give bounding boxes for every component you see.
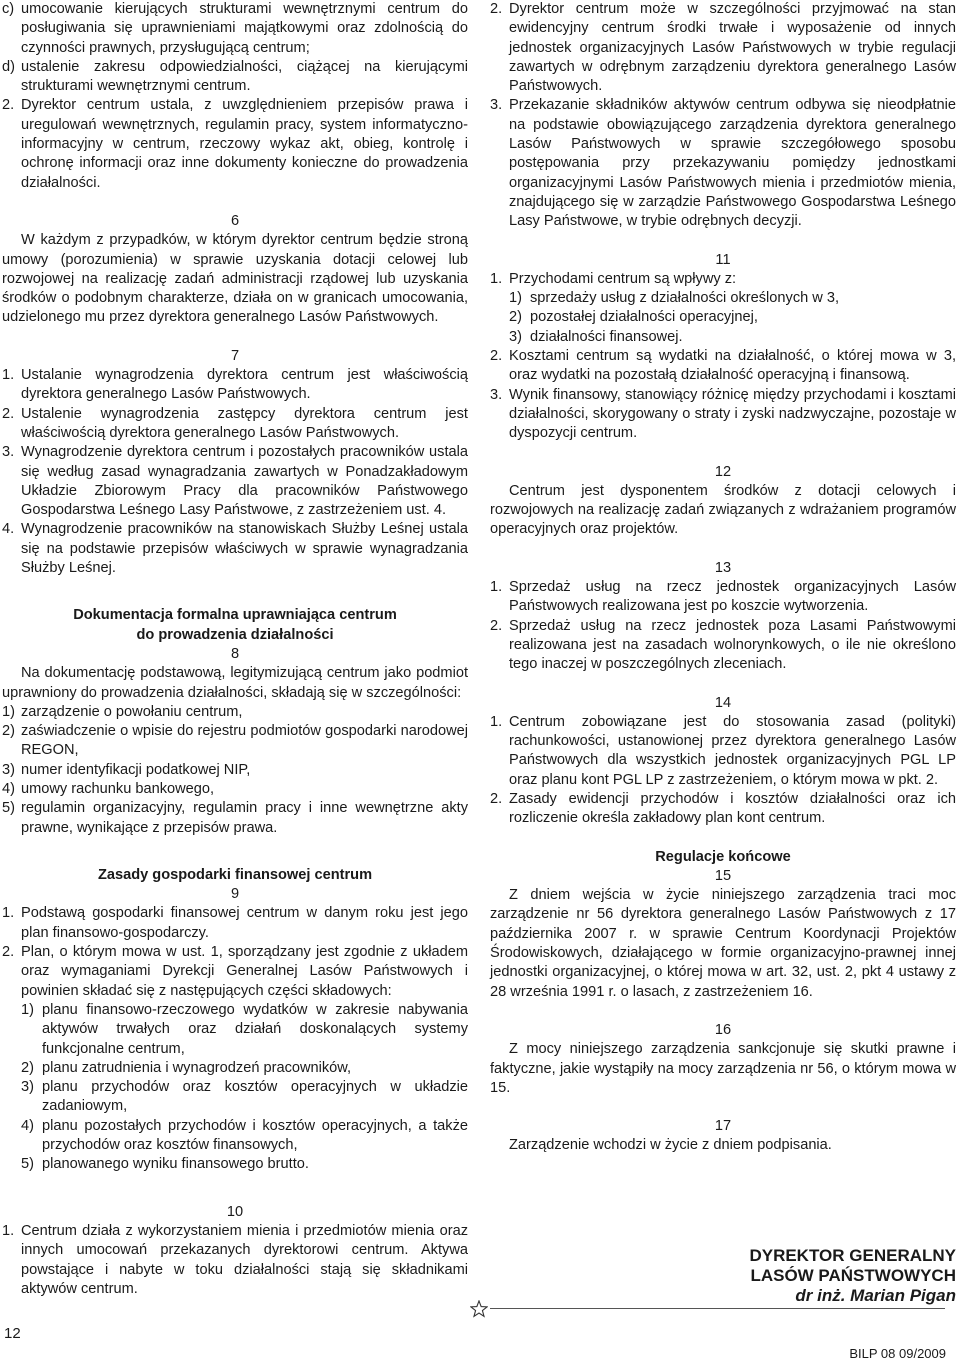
list-item	[490, 270, 956, 289]
list-item	[2, 520, 468, 578]
item-number: 3.	[2, 444, 15, 461]
section-15-text: Z dniem wejścia w życie niniejszego zarządzenia traci moc zarządzenie nr 56 dyrektora generalnego Lasów Państwowych z 17 października 2007 r. w sprawie Centrum Koordynacji Projektów Środowiskowych, działającego w formie organizacyjno-prawnej innej jednostki organizacyjnej, o której mowa w art. 32, ust. 2, pkt 4 ustawy z 28 września 1991 r. o lasach, z zastrzeżeniem 16.	[490, 887, 956, 1000]
heading-documentation-line2: do prowadzenia działalności	[136, 626, 334, 643]
item-text: umowy rachunku bankowego,	[21, 780, 215, 797]
item-number: 1.	[490, 270, 503, 287]
star-icon	[470, 1300, 488, 1318]
item-text: umocowanie kierujących strukturami wewnętrznymi centrum do posługiwania się uprawnieniami majątkowymi oraz zdolnością do czynności prawnych, przysługującą centrum;	[21, 1, 468, 56]
list-item	[2, 1155, 468, 1174]
item-number: 1.	[2, 905, 15, 922]
list-item	[490, 386, 956, 444]
list-item	[490, 328, 956, 347]
section-16-text: Z mocy niniejszego zarządzenia sankcjonuje się skutki prawne i faktyczne, jakie wystąpiły na mocy zarządzenia nr 56, o którym mowa w 15.	[490, 1041, 956, 1096]
section-number: 6	[230, 212, 240, 229]
item-text: działalności finansowej.	[530, 328, 683, 345]
section-number: 17	[714, 1118, 732, 1135]
item-text: Przychodami centrum są wpływy z:	[509, 270, 737, 287]
signature-block	[749, 1246, 956, 1306]
item-number: 2.	[2, 405, 15, 422]
heading-documentation: Dokumentacja formalna uprawniająca centrum	[73, 607, 397, 624]
paragraph-2	[2, 96, 468, 192]
list-item	[2, 799, 468, 838]
item-number: 2.	[2, 97, 15, 114]
section-17-text: Zarządzenie wchodzi w życie z dniem podpisania.	[509, 1137, 832, 1154]
item-number: 2)	[509, 309, 522, 326]
list-item	[490, 347, 956, 386]
list-item	[2, 1117, 468, 1156]
list-item	[2, 366, 468, 405]
section-number: 12	[714, 463, 732, 480]
item-text: Wynagrodzenie pracowników na stanowiskach Służby Leśnej ustala się na podstawie przepisów właściwych w sprawie wynagradzania Służby Leśnej.	[21, 521, 468, 577]
item-number: 1.	[490, 579, 503, 596]
item-number: 5)	[21, 1156, 34, 1173]
item-text: Wynagrodzenie dyrektora centrum i pozostałych pracowników ustala się według zasad wynagradzania zawartych w Ponadzakładowym Układzie Zbiorowym Pracy dla pracowników Państwowego Gospodarstwa Leśnego Lasy Państwowe, z zastrzeżeniem ust. 4.	[21, 444, 468, 519]
item-number: 3)	[21, 1079, 34, 1096]
section-number: 9	[230, 886, 240, 903]
left-column	[2, 0, 468, 1299]
item-number: d)	[2, 58, 15, 75]
section-12-text: Centrum jest dysponentem środków z dotacji celowych i rozwojowych na realizację zadań związanych z wdrażaniem programów operacyjnych oraz projektów.	[490, 482, 956, 538]
item-text: planu przychodów oraz kosztów operacyjnych w układzie zadaniowym,	[42, 1079, 468, 1115]
section-number: 14	[714, 694, 732, 711]
section-number: 13	[714, 559, 732, 576]
list-item	[2, 703, 468, 722]
item-text: Zasady ewidencji przychodów i kosztów działalności oraz ich rozliczenie określa zakładowy plan kont centrum.	[509, 790, 956, 827]
item-d	[2, 58, 468, 97]
list-item	[490, 578, 956, 617]
list-item	[2, 904, 468, 943]
list-item	[490, 289, 956, 308]
item-text: planu finansowo-rzeczowego wydatków w zakresie nabywania aktywów trwałych oraz działań doskonalących systemy funkcjonalne centrum,	[42, 1001, 468, 1057]
item-text: Przekazanie składników aktywów centrum odbywa się nieodpłatnie na podstawie obowiązującego zarządzenia dyrektora generalnego Lasów Państwowych w sprawie szczegółowego sposobu postępowania przy przekazywaniu pomiędzy jednostkami organizacyjnymi Lasów Państwowych mienia i przedmiotów mienia, znajdującego się w zarządzie Państwowego Gospodarstwa Leśnego Lasy Państwowe, w trybie odrębnych decyzji.	[509, 97, 956, 230]
item-text: ustalenie zakresu odpowiedzialności, ciążącej na kierującymi strukturami wewnętrznymi centrum.	[21, 58, 468, 95]
item-number: 5)	[2, 800, 15, 817]
item-text: zaświadczenie o wpisie do rejestru podmiotów gospodarki narodowej REGON,	[21, 723, 468, 759]
item-number: 4.	[2, 521, 15, 538]
item-number: 2.	[490, 790, 503, 807]
list-item	[490, 713, 956, 790]
list-item	[2, 780, 468, 799]
item-text: regulamin organizacyjny, regulamin pracy i inne wewnętrzne akty prawne, wynikające z przepisów prawa.	[21, 800, 468, 836]
item-number: 1.	[2, 1222, 15, 1239]
heading-final-provisions: Regulacje końcowe	[655, 848, 791, 865]
paragraph-2	[490, 0, 956, 96]
list-item	[2, 405, 468, 444]
item-text: Podstawą gospodarki finansowej centrum w danym roku jest jego plan finansowo-gospodarczy.	[21, 905, 468, 941]
list-item	[2, 1222, 468, 1299]
item-number: 3)	[509, 328, 522, 345]
right-column	[490, 0, 956, 1156]
item-number: 2.	[490, 617, 503, 634]
list-item	[2, 943, 468, 1001]
section-number: 16	[714, 1021, 732, 1038]
item-text: Centrum zobowiązane jest do stosowania zasad (polityki) rachunkowości, ustanowionej przez dyrektora generalnego Lasów Państwowych dla wszystkich jednostek organizacyjnych PGL LP oraz planu kont PGL LP z zastrzeżeniem, o którym mowa w pkt. 2.	[509, 713, 956, 788]
item-number: 2)	[21, 1059, 34, 1076]
list-item	[2, 443, 468, 520]
item-text: Ustalenie wynagrodzenia zastępcy dyrektora centrum jest właściwością dyrektora generalnego Lasów Państwowych.	[21, 405, 468, 441]
item-text: planu pozostałych przychodów i kosztów operacyjnych, a także przychodów oraz kosztów finansowych,	[42, 1117, 468, 1154]
item-text: numer identyfikacji podatkowej NIP,	[21, 761, 251, 778]
signature-organization: LASÓW PAŃSTWOWYCH	[750, 1266, 956, 1285]
item-text: Wynik finansowy, stanowiący różnicę między przychodami i kosztami działalności, skorygowany o straty i zyski nadzwyczajne, pozostaje w dyspozycji centrum.	[509, 386, 956, 442]
item-number: c)	[2, 1, 15, 17]
item-text: Dyrektor centrum może w szczególności przyjmować na stan ewidencyjny centrum środki trwałe i wyposażenie od innych jednostek organizacyjnych Lasów Państwowych w trybie regulacji zawartych w odrębnym zarządzeniu dyrektora generalnego Lasów Państwowych.	[509, 1, 956, 95]
item-text: planowanego wyniku finansowego brutto.	[42, 1156, 309, 1173]
item-text: sprzedaży usług z działalności określonych w 3,	[530, 290, 840, 307]
heading-finance: Zasady gospodarki finansowej centrum	[97, 866, 373, 883]
item-text: planu zatrudnienia i wynagrodzeń pracowników,	[42, 1059, 352, 1076]
list-item	[2, 1001, 468, 1059]
item-number: 4)	[21, 1117, 34, 1134]
item-number: 3)	[2, 761, 15, 778]
item-text: Kosztami centrum są wydatki na działalność, o której mowa w 3, oraz wydatki na pozostałą działalność operacyjną i finansową.	[509, 348, 956, 384]
item-number: 4)	[2, 780, 15, 797]
separator-line	[490, 1308, 945, 1309]
item-text: Sprzedaż usług na rzecz jednostek organizacyjnych Lasów Państwowych realizowana jest po koszcie wytworzenia.	[509, 579, 956, 615]
section-number: 11	[715, 251, 731, 268]
item-number: 2.	[490, 348, 503, 365]
section-number: 10	[226, 1203, 244, 1220]
item-text: Centrum działa z wykorzystaniem mienia i przedmiotów mienia oraz innych umocowań przekazanych dyrektorowi centrum. Aktywa powstające i nabyte w toku działalności stają się składnikami aktywów centrum.	[21, 1222, 468, 1297]
list-item	[490, 308, 956, 327]
item-number: 1)	[509, 290, 522, 307]
paragraph-3	[490, 96, 956, 231]
page-number: 12	[4, 1325, 21, 1342]
section-number: 15	[714, 867, 732, 884]
list-item	[2, 1078, 468, 1117]
footer-issue: BILP 08 09/2009	[849, 1346, 946, 1361]
list-item	[2, 761, 468, 780]
item-text: Sprzedaż usług na rzecz jednostek poza Lasami Państwowymi realizowana jest na zasadach wolnorynkowych, o ile nie określono tego inaczej w poszczególnych zleceniach.	[509, 617, 956, 673]
item-number: 3.	[490, 386, 503, 403]
item-number: 1.	[2, 367, 15, 384]
list-item	[2, 722, 468, 761]
item-text: Dyrektor centrum ustala, z uwzględnieniem przepisów prawa i uregulowań wewnętrznych, regulamin pracy, system informatyczno-informacyjny w centrum, rzeczowy wykaz akt, obieg, kontrolę i ochronę informacji oraz inne dokumenty konieczne do prowadzenia działalności.	[21, 97, 468, 191]
list-item	[2, 1059, 468, 1078]
item-number: 1.	[490, 713, 503, 730]
section-8-intro: Na dokumentację podstawową, legitymizującą centrum jako podmiot uprawniony do prowadzenia działalności, składają się w szczególności:	[2, 665, 468, 701]
list-item	[490, 617, 956, 675]
item-text: Ustalanie wynagrodzenia dyrektora centrum jest właściwością dyrektora generalnego Lasów Państwowych.	[21, 367, 468, 403]
signature-name: dr inż. Marian Pigan	[795, 1286, 956, 1305]
item-number: 2.	[490, 1, 503, 17]
item-text: pozostałej działalności operacyjnej,	[530, 309, 758, 326]
section-number: 8	[230, 645, 240, 662]
signature-title: DYREKTOR GENERALNY	[749, 1246, 956, 1265]
item-text: zarządzenie o powołaniu centrum,	[21, 703, 243, 720]
item-number: 1)	[2, 703, 15, 720]
section-6-text: W każdym z przypadków, w którym dyrektor centrum będzie stroną umowy (porozumienia) w sprawie uzyskania dotacji celowej lub rozwojowej na realizację zadań administracji rządowej lub uzyskania środków o podobnym charakterze, działa on w granicach umocowania, udzielonego mu przez dyrektora generalnego Lasów Państwowych.	[2, 232, 468, 326]
item-number: 1)	[21, 1001, 34, 1018]
section-number: 7	[230, 347, 240, 364]
item-number: 3.	[490, 97, 503, 114]
item-number: 2.	[2, 944, 15, 961]
item-c	[2, 0, 468, 58]
list-item	[490, 790, 956, 829]
item-number: 2)	[2, 723, 15, 740]
item-text: Plan, o którym mowa w ust. 1, sporządzany jest zgodnie z układem oraz wymaganiami Dyrekcji Generalnej Lasów Państwowych i powinien składać się z następujących części składowych:	[21, 944, 468, 999]
